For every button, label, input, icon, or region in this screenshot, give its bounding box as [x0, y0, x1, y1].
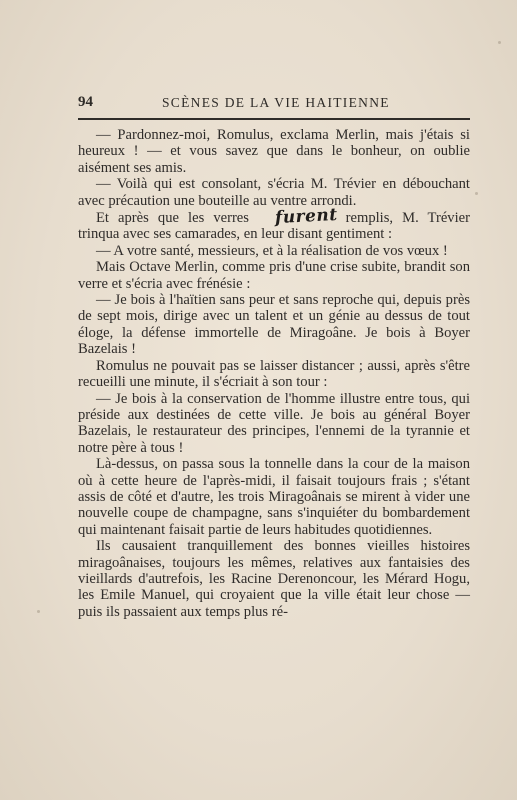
paragraph: — A votre santé, messieurs, et à la réalisation de vos vœux !	[96, 242, 448, 259]
paragraph: Ils causaient tranquillement des bonnes vieilles histoires miragoânaises, toujours les mêmes, relatives aux fantaisies des vieillards d'autrefois, les Racine Derenoncour, les Mérard Hogu, les Emile Manuel, qui croyaient que la ville était leur chose — puis ils passaient aux temps plus ré-	[78, 538, 470, 620]
paragraph-text: remplis, M. Trévier trinqua avec ses camarades, en leur disant gentiment :	[78, 210, 470, 243]
body-text	[78, 127, 470, 620]
paragraph: Romulus ne pouvait pas se laisser distancer ; aussi, après s'être recueilli une minute, il s'écriait à son tour :	[78, 357, 470, 391]
paragraph: — Pardonnez-moi, Romulus, exclama Merlin, mais j'étais si heureux ! — et vous savez que dans le bonheur, on oublie aisément ses amis.	[78, 127, 470, 176]
paragraph: Là-dessus, on passa sous la tonnelle dans la cour de la maison où à cette heure de l'après-midi, il faisait toujours frais ; s'étant assis de côté et d'autre, les trois Miragoânais se mirent à vider une nouvelle coupe de champagne, sans s'inquiéter du bombardement qui maintenant faisait partie de leurs habitudes quotidiennes.	[78, 456, 470, 538]
paper-speck	[498, 41, 501, 44]
paragraph	[78, 204, 470, 243]
paragraph: — Voilà qui est consolant, s'écria M. Trévier en débouchant avec précaution une bouteille au ventre arrondi.	[78, 176, 470, 209]
paragraph: Mais Octave Merlin, comme pris d'une crise subite, brandit son verre et s'écria avec frénésie :	[78, 259, 470, 292]
running-head: SCÈNES DE LA VIE HAITIENNE	[162, 95, 390, 110]
paragraph: — Je bois à la conservation de l'homme illustre entre tous, qui préside aux destinées de cette ville. Je bois au général Boyer Bazelais, le restaurateur des principes, l'ennemi de la tyrannie et notre père à tous !	[78, 390, 470, 456]
paragraph-text: Et après que les verres	[96, 210, 249, 227]
paper-speck	[475, 192, 478, 195]
handwritten-correction: furent	[274, 204, 339, 229]
header-rule	[78, 118, 470, 120]
page-number: 94	[78, 94, 93, 110]
paragraph: — Je bois à l'haïtien sans peur et sans reproche qui, depuis près de sept mois, dirige avec un talent et un génie au dessus de tout éloge, la défense immortelle de Miragoâne. Je bois à Boyer Bazelais !	[78, 292, 470, 358]
paper-speck	[37, 610, 40, 613]
